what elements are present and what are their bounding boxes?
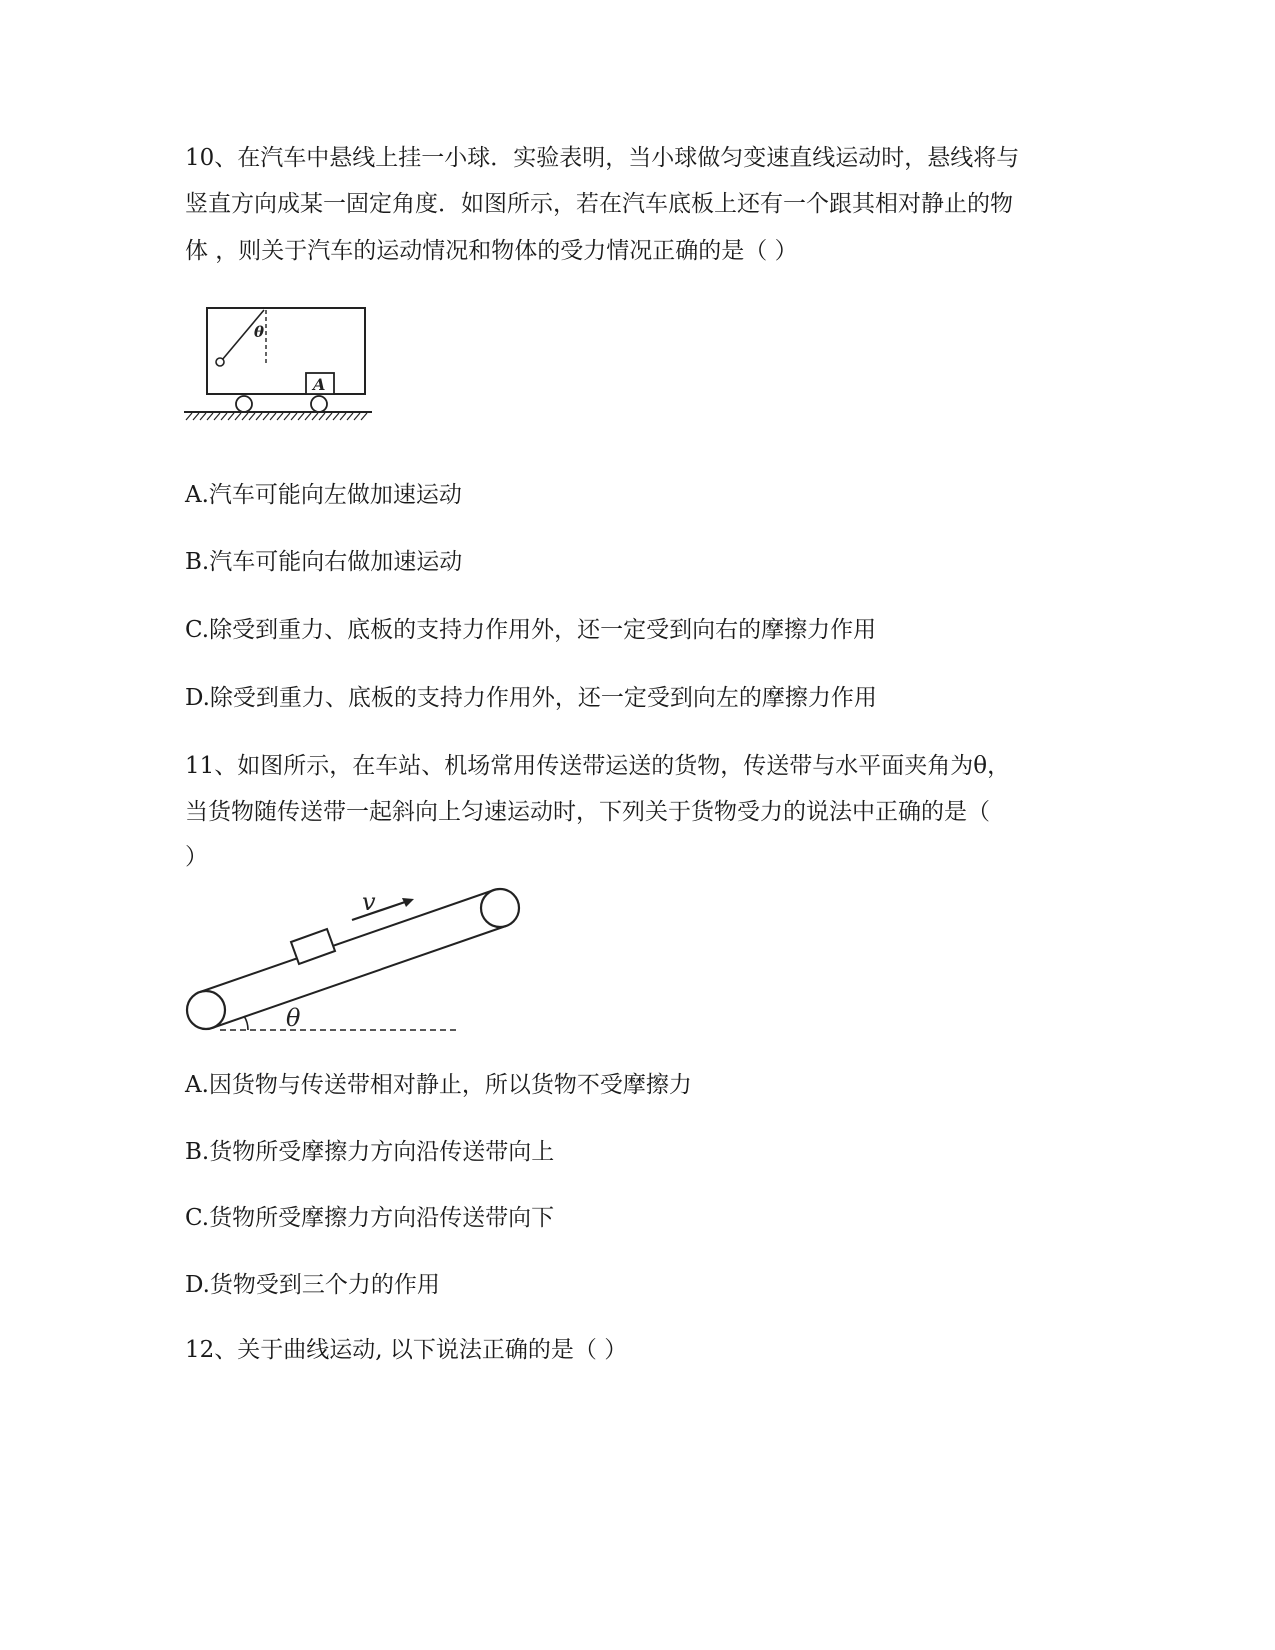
q10-option-a: A.汽车可能向左做加速运动 xyxy=(185,482,462,508)
q11-option-c: C.货物所受摩擦力方向沿传送带向下 xyxy=(185,1205,555,1231)
ground-hatching xyxy=(186,413,367,420)
velocity-arrow-shaft xyxy=(352,901,408,920)
q11-stem-line-1: 11、如图所示，在车站、机场常用传送带运送的货物，传送带与水平面夹角为θ， xyxy=(185,753,1011,779)
belt-top-edge xyxy=(200,890,494,992)
roller-left xyxy=(187,991,225,1029)
angle-arc xyxy=(244,1016,248,1030)
q11-velocity-label: v xyxy=(362,888,376,916)
q11-conveyor-drawing xyxy=(180,880,540,1050)
q10-option-d: D.除受到重力、底板的支持力作用外，还一定受到向左的摩擦力作用 xyxy=(185,685,877,711)
roller-right xyxy=(481,889,519,927)
q11-option-d: D.货物受到三个力的作用 xyxy=(185,1272,440,1298)
q10-block-label: A xyxy=(313,375,326,394)
q11-stem-line-3: ） xyxy=(185,844,208,870)
cargo-box xyxy=(291,929,335,964)
q11-option-a: A.因货物与传送带相对静止，所以货物不受摩擦力 xyxy=(185,1072,692,1098)
q11-angle-label: θ xyxy=(286,1004,301,1032)
q10-stem-line-3: 体 ，则关于汽车的运动情况和物体的受力情况正确的是（ ） xyxy=(185,238,798,264)
q10-car-figure xyxy=(180,300,380,430)
car-body xyxy=(207,308,365,394)
q11-option-b: B.货物所受摩擦力方向沿传送带向上 xyxy=(185,1139,555,1165)
pendulum-ball xyxy=(216,358,224,366)
car-wheel-right xyxy=(311,396,327,412)
q10-stem-line-2: 竖直方向成某一固定角度．如图所示，若在汽车底板上还有一个跟其相对静止的物 xyxy=(185,191,1013,217)
q10-stem-line-1: 10、在汽车中悬线上挂一小球．实验表明，当小球做匀变速直线运动时，悬线将与 xyxy=(185,145,1020,171)
q11-stem-line-2: 当货物随传送带一起斜向上匀速运动时，下列关于货物受力的说法中正确的是（ xyxy=(185,799,990,825)
car-wheel-left xyxy=(236,396,252,412)
q10-option-b: B.汽车可能向右做加速运动 xyxy=(185,549,463,575)
q10-option-c: C.除受到重力、底板的支持力作用外，还一定受到向右的摩擦力作用 xyxy=(185,617,877,643)
q12-stem-line-1: 12、关于曲线运动, 以下说法正确的是（ ） xyxy=(185,1337,628,1363)
belt-bottom-edge xyxy=(212,926,506,1028)
q10-angle-label: θ xyxy=(254,323,265,341)
